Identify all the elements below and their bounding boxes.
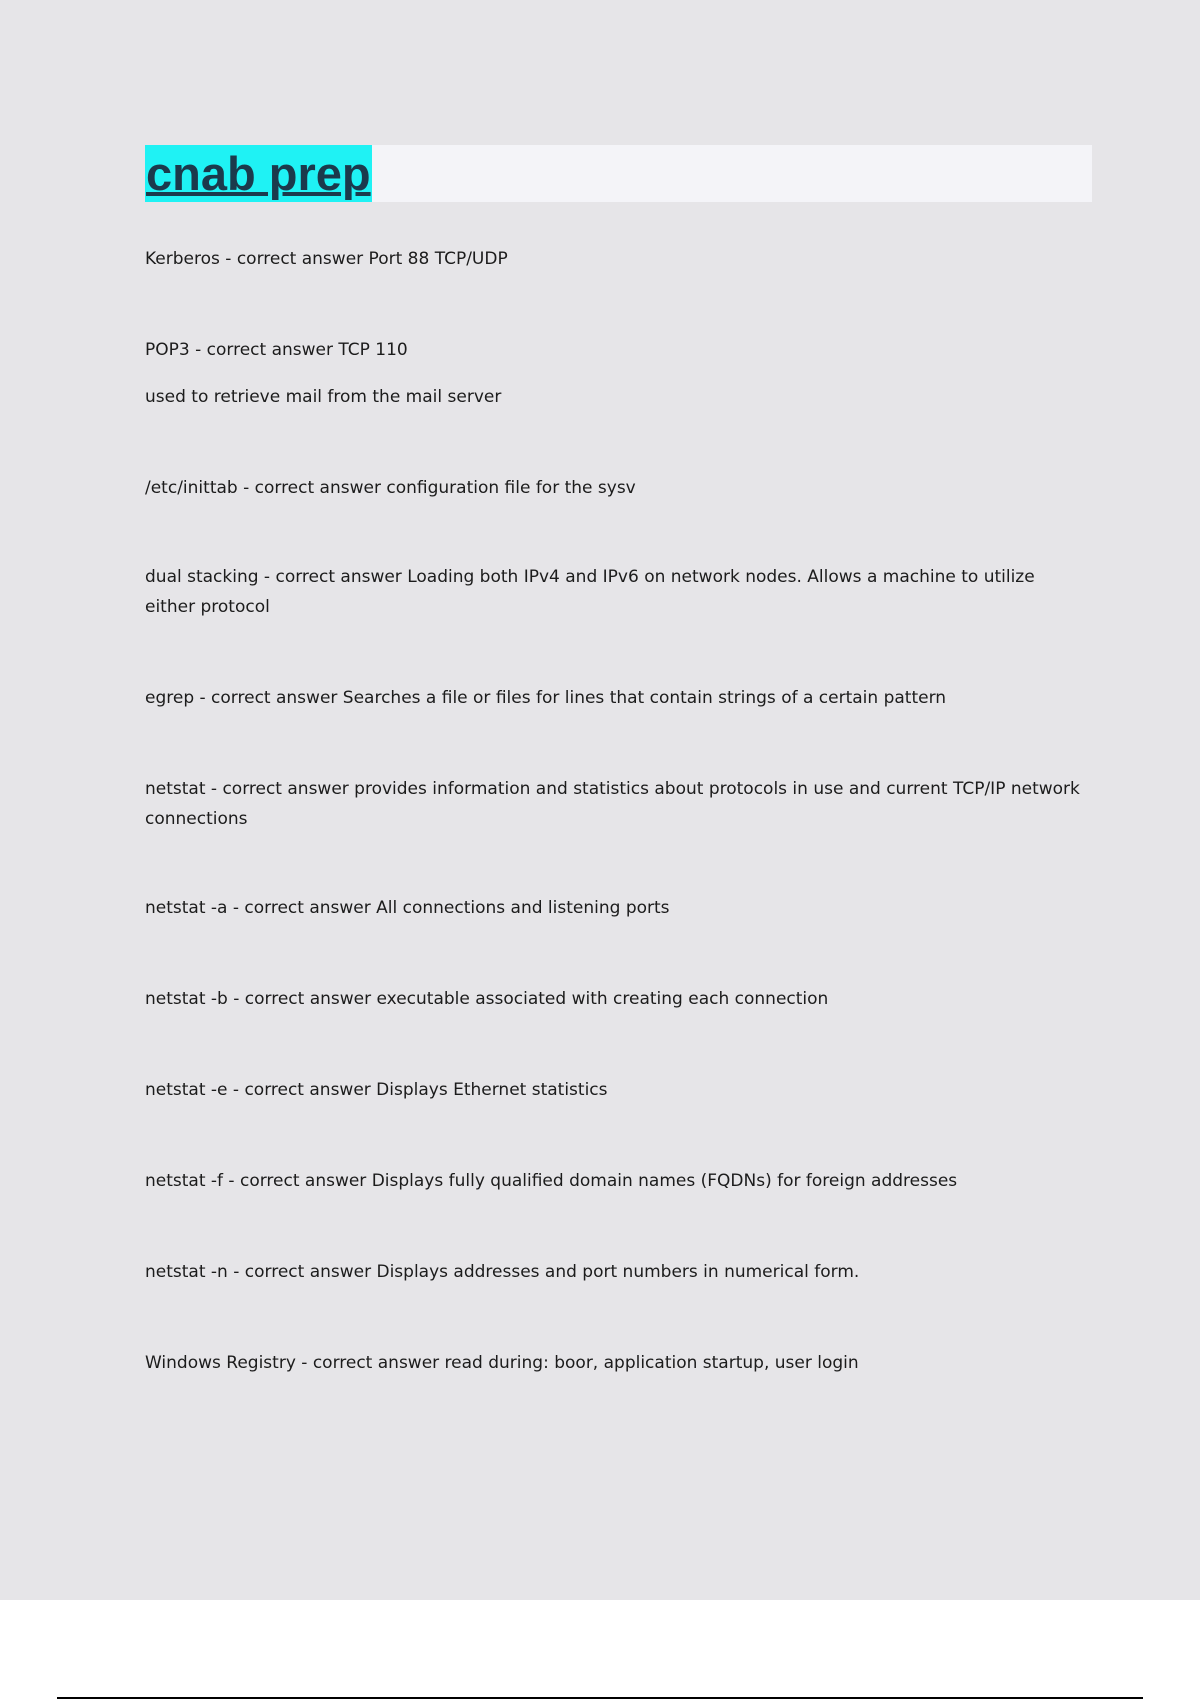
entry-netstat-e: netstat -e - correct answer Displays Ethernet statistics bbox=[145, 1080, 608, 1100]
entry-netstat-n: netstat -n - correct answer Displays addresses and port numbers in numerical form. bbox=[145, 1262, 860, 1282]
entry-dual-stacking: dual stacking - correct answer Loading both IPv4 and IPv6 on network nodes. Allows a machine to utilize either protocol bbox=[145, 567, 1041, 617]
entry-netstat-f: netstat -f - correct answer Displays fully qualified domain names (FQDNs) for foreign addresses bbox=[145, 1171, 958, 1191]
entry-kerberos: Kerberos - correct answer Port 88 TCP/UDP bbox=[145, 249, 508, 269]
document-title: cnab prep bbox=[146, 147, 371, 200]
entry-pop3-detail: used to retrieve mail from the mail server bbox=[145, 387, 502, 407]
entry-pop3: POP3 - correct answer TCP 110 bbox=[145, 340, 408, 360]
footer-divider bbox=[57, 1697, 1143, 1699]
entry-inittab: /etc/inittab - correct answer configuration file for the sysv bbox=[145, 478, 636, 498]
entry-netstat-b: netstat -b - correct answer executable associated with creating each connection bbox=[145, 989, 829, 1009]
entry-netstat: netstat - correct answer provides information and statistics about protocols in use and current TCP/IP network connections bbox=[145, 779, 1086, 829]
entry-netstat-a: netstat -a - correct answer All connections and listening ports bbox=[145, 898, 670, 918]
entry-egrep: egrep - correct answer Searches a file or files for lines that contain strings of a certain pattern bbox=[145, 688, 947, 708]
entry-windows-registry: Windows Registry - correct answer read during: boor, application startup, user login bbox=[145, 1353, 859, 1373]
